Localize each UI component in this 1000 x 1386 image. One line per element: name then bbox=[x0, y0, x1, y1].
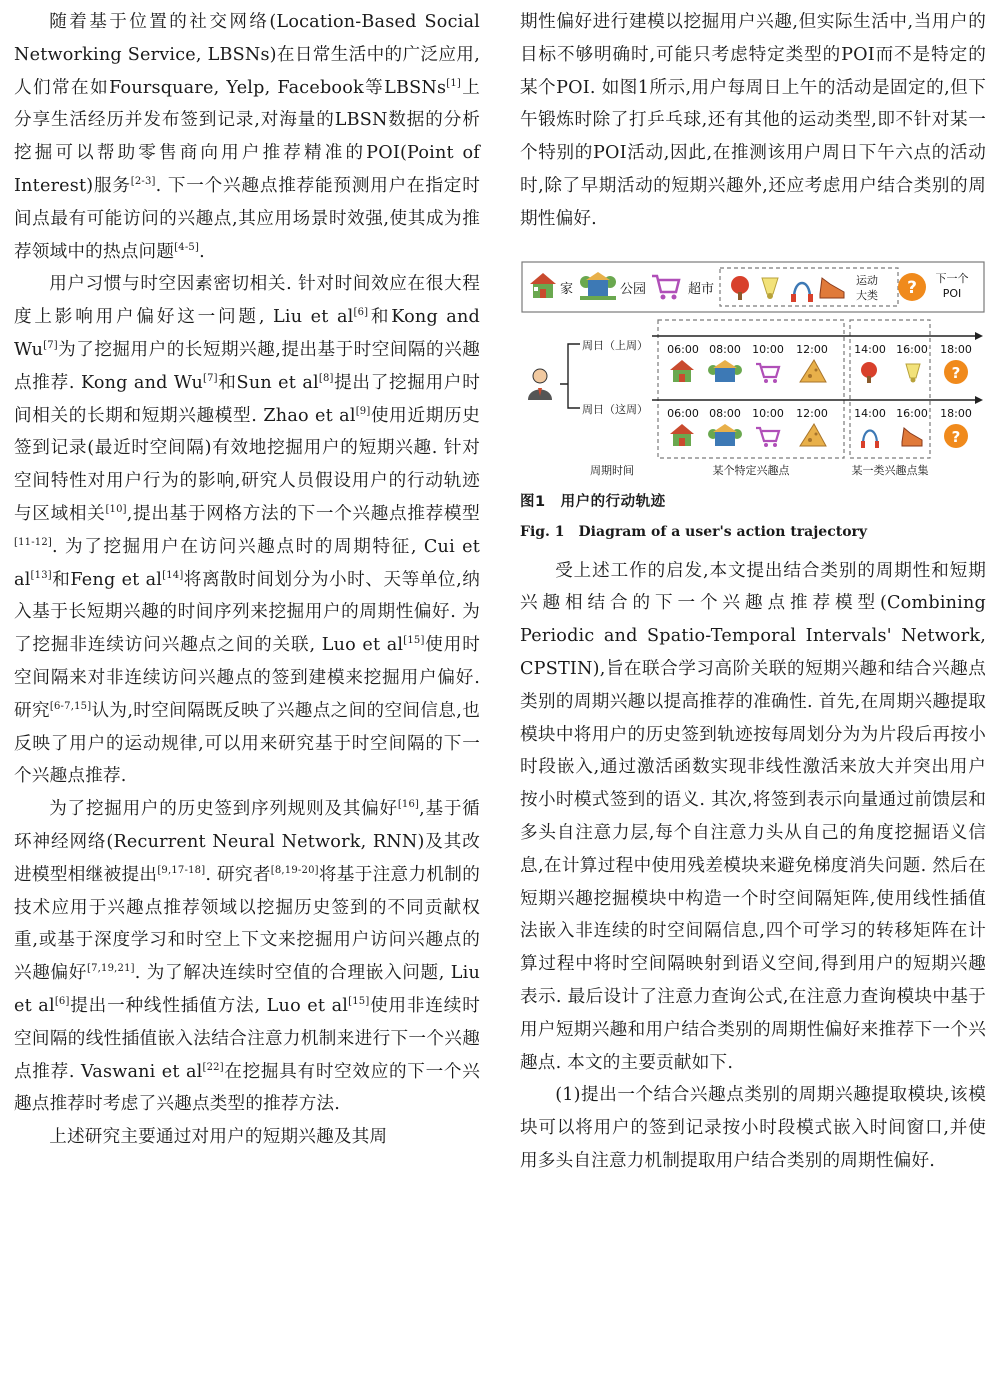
row-2-park-icon bbox=[708, 424, 742, 446]
row-2-time-1600: 16:00 bbox=[896, 406, 928, 420]
row-2-cheese-icon bbox=[800, 424, 826, 446]
label-specific-poi: 某个特定兴趣点 bbox=[712, 463, 790, 477]
paragraph-continued: 期性偏好进行建模以挖掘用户兴趣,但实际生活中,当用户的目标不够明确时,可能只考虑特定类型的POI而不是特定的某个POI. 如图1所示,用户每周日上午的活动是固定的,但下午锻炼时除了打乒乓球,还有其他的运动类型,即不针对某一个特别的POI活动,因此,在推测该用户周日下午六点的活动时,除了早期活动的短期兴趣外,还应考虑用户结合类别的周期性偏好. bbox=[520, 12, 986, 229]
legend-market-label: 超市 bbox=[688, 281, 715, 297]
row-1-cheese-icon bbox=[800, 360, 826, 382]
figure-caption-en: Fig. 1 Diagram of a user's action trajectory bbox=[520, 523, 868, 540]
row-2-cart-icon bbox=[756, 428, 779, 447]
sneaker-icon bbox=[820, 278, 844, 298]
row-1-ping-pong-icon bbox=[861, 362, 877, 383]
label-periodic-time: 周期时间 bbox=[590, 463, 634, 477]
row-2-time-0600: 06:00 bbox=[667, 406, 699, 420]
row-1-time-1800: 18:00 bbox=[940, 342, 972, 356]
paragraph-related-work-2: 为了挖掘用户的历史签到序列规则及其偏好[16],基于循环神经网络(Recurrent Neural Network, RNN)及其改进模型相继被提出[9,17-18]. 研究者[8,19-20]将基于注意力机制的技术应用于兴趣点推荐领域以挖掘历史签到的不同贡献权重,或基于深度学习和时空上下文来挖掘用户访问兴趣点的兴趣偏好[7,19,21]. 为了解决连续时空值的合理嵌入问题, Liu et al[6]提出一种线性插值方法, Luo et al[15]使用非连续时空间隔的线性插值嵌入法结合注意力机制来进行下一个兴趣点推荐. Vaswani et al[22]在挖掘具有时空效应的下一个兴趣点推荐时考虑了兴趣点类型的推荐方法. bbox=[14, 799, 480, 1115]
row-1-time-1400: 14:00 bbox=[854, 342, 886, 356]
row-1-home-icon bbox=[670, 360, 694, 382]
row-2-sneaker-icon bbox=[902, 428, 922, 446]
home-icon bbox=[530, 273, 556, 298]
svg-text:?: ? bbox=[907, 277, 917, 298]
row-2-time-0800: 08:00 bbox=[709, 406, 741, 420]
user-avatar-icon bbox=[528, 369, 552, 400]
row-1-next-poi-icon bbox=[944, 360, 968, 384]
row-1-park-icon bbox=[708, 360, 742, 382]
row-2-next-poi-icon bbox=[944, 424, 968, 448]
row-1-time-1000: 10:00 bbox=[752, 342, 784, 356]
label-category-poi: 某一类兴趣点集 bbox=[851, 463, 929, 477]
legend-home-label: 家 bbox=[560, 281, 574, 297]
left-column bbox=[14, 6, 480, 1154]
next-poi-icon bbox=[898, 273, 926, 301]
badminton-icon bbox=[762, 278, 778, 299]
paragraph-intro: 随着基于位置的社交网络(Location-Based Social Networking Service, LBSNs)在日常生活中的广泛应用,人们常在如Foursquare, Yelp, Facebook等LBSNs[1]上分享生活经历并发布签到记录,对海量的LBSN数据的分析挖掘可以帮助零售商向用户推荐精准的POI(Point of Interest)服务[2-3]. 下一个兴趣点推荐能预测用户在指定时间点最有可能访问的兴趣点,其应用场景时效强,使其成为推荐领域中的热点问题[4-5]. bbox=[14, 12, 481, 262]
row-2-time-1000: 10:00 bbox=[752, 406, 784, 420]
branch-lines bbox=[560, 344, 580, 408]
cart-icon bbox=[652, 276, 679, 300]
row-2-time-1800: 18:00 bbox=[940, 406, 972, 420]
row-1-time-0600: 06:00 bbox=[667, 342, 699, 356]
svg-text:?: ? bbox=[951, 363, 961, 382]
paragraph-method-overview: 受上述工作的启发,本文提出结合类别的周期性和短期兴趣相结合的下一个兴趣点推荐模型(Combining Periodic and Spatio-Temporal Intervals' Network, CPSTIN),旨在联合学习高阶关联的短期兴趣和结合兴趣点类别的周期兴趣以提高推荐的准确性. 首先,在周期兴趣提取模块中将用户的历史签到轨迹按每周划分为为片段后再按小时段嵌入,通过激活函数实现非线性激活来放大并突出用户按小时模式签到的语义. 其次,将签到表示向量通过前馈层和多头自注意力层,每个自注意力头从自己的角度挖掘语义信息,在计算过程中使用残差模块来避免梯度消失问题. 然后在短期兴趣挖掘模块中构造一个时空间隔矩阵,使用线性插值法嵌入非连续的时空间隔信息,四个可学习的转移矩阵在计算过程中将时空间隔映射到语义空间,得到用户的短期兴趣表示. 最后设计了注意力查询公式,在注意力查询模块中基于用户短期兴趣和用户结合类别的周期性偏好来推荐下一个兴趣点. 本文的主要贡献如下. bbox=[520, 560, 986, 1073]
ping-pong-icon bbox=[731, 276, 749, 300]
row-1-cart-icon bbox=[756, 364, 779, 383]
legend-sport-label-2: 大类 bbox=[856, 288, 878, 302]
legend-next-label-2: POI bbox=[942, 286, 962, 300]
figure-caption-cn: 图1 用户的行动轨迹 bbox=[520, 493, 666, 510]
legend-park-label: 公园 bbox=[620, 281, 647, 297]
row-2-label: 周日（这周） bbox=[582, 402, 648, 416]
legend-next-label-1: 下一个 bbox=[935, 271, 969, 285]
row-2-time-1400: 14:00 bbox=[854, 406, 886, 420]
row-1-time-0800: 08:00 bbox=[709, 342, 741, 356]
row-1-time-1600: 16:00 bbox=[896, 342, 928, 356]
row-2-time-1200: 12:00 bbox=[796, 406, 828, 420]
row-2-jump-rope-icon bbox=[861, 430, 879, 448]
right-column bbox=[520, 6, 986, 1178]
row-1-badminton-icon bbox=[906, 364, 920, 383]
legend-sport-label-1: 运动 bbox=[856, 273, 878, 287]
row-2-home-icon bbox=[670, 424, 694, 446]
park-icon bbox=[580, 272, 616, 300]
paragraph-contribution-1: (1)提出一个结合兴趣点类别的周期兴趣提取模块,该模块可以将用户的签到记录按小时段模式嵌入时间窗口,并使用多头自注意力机制提取用户结合类别的周期性偏好. bbox=[520, 1085, 986, 1171]
paragraph-related-work-1: 用户习惯与时空因素密切相关. 针对时间效应在很大程度上影响用户偏好这一问题, Liu et al[6]和Kong and Wu[7]为了挖掘用户的长短期兴趣,提出基于时空间隔的兴趣点推荐. Kong and Wu[7]和Sun et al[8]提出了挖掘用户时间相关的长期和短期兴趣模型. Zhao et al[9]使用近期历史签到记录(最近时空间隔)有效地挖掘用户的短期兴趣. 针对空间特性对用户行为的影响,研究人员假设用户的行动轨迹与区域相关[10],提出基于网格方法的下一个兴趣点推荐模型[11-12]. 为了挖掘用户在访问兴趣点时的周期特征, Cui et al[13]和Feng et al[14]将离散时间划分为小时、天等单位,纳入基于长短期兴趣的时间序列来挖掘用户的周期性偏好. 为了挖掘非连续访问兴趣点之间的关联, Luo et al[15]使用时空间隔来对非连续访问兴趣点的签到建模来挖掘用户偏好. 研究[6-7,15]认为,时空间隔既反映了兴趣点之间的空间信息,也反映了用户的运动规律,可以用来研究基于时空间隔的下一个兴趣点推荐. bbox=[14, 274, 481, 787]
figure-1 bbox=[520, 260, 986, 482]
row-1-label: 周日（上周） bbox=[582, 338, 648, 352]
svg-text:?: ? bbox=[951, 427, 961, 446]
jump-rope-icon bbox=[791, 283, 813, 302]
paragraph-summary-start: 上述研究主要通过对用户的短期兴趣及其周 bbox=[49, 1127, 388, 1148]
figure-1-diagram bbox=[520, 260, 986, 482]
row-1-time-1200: 12:00 bbox=[796, 342, 828, 356]
